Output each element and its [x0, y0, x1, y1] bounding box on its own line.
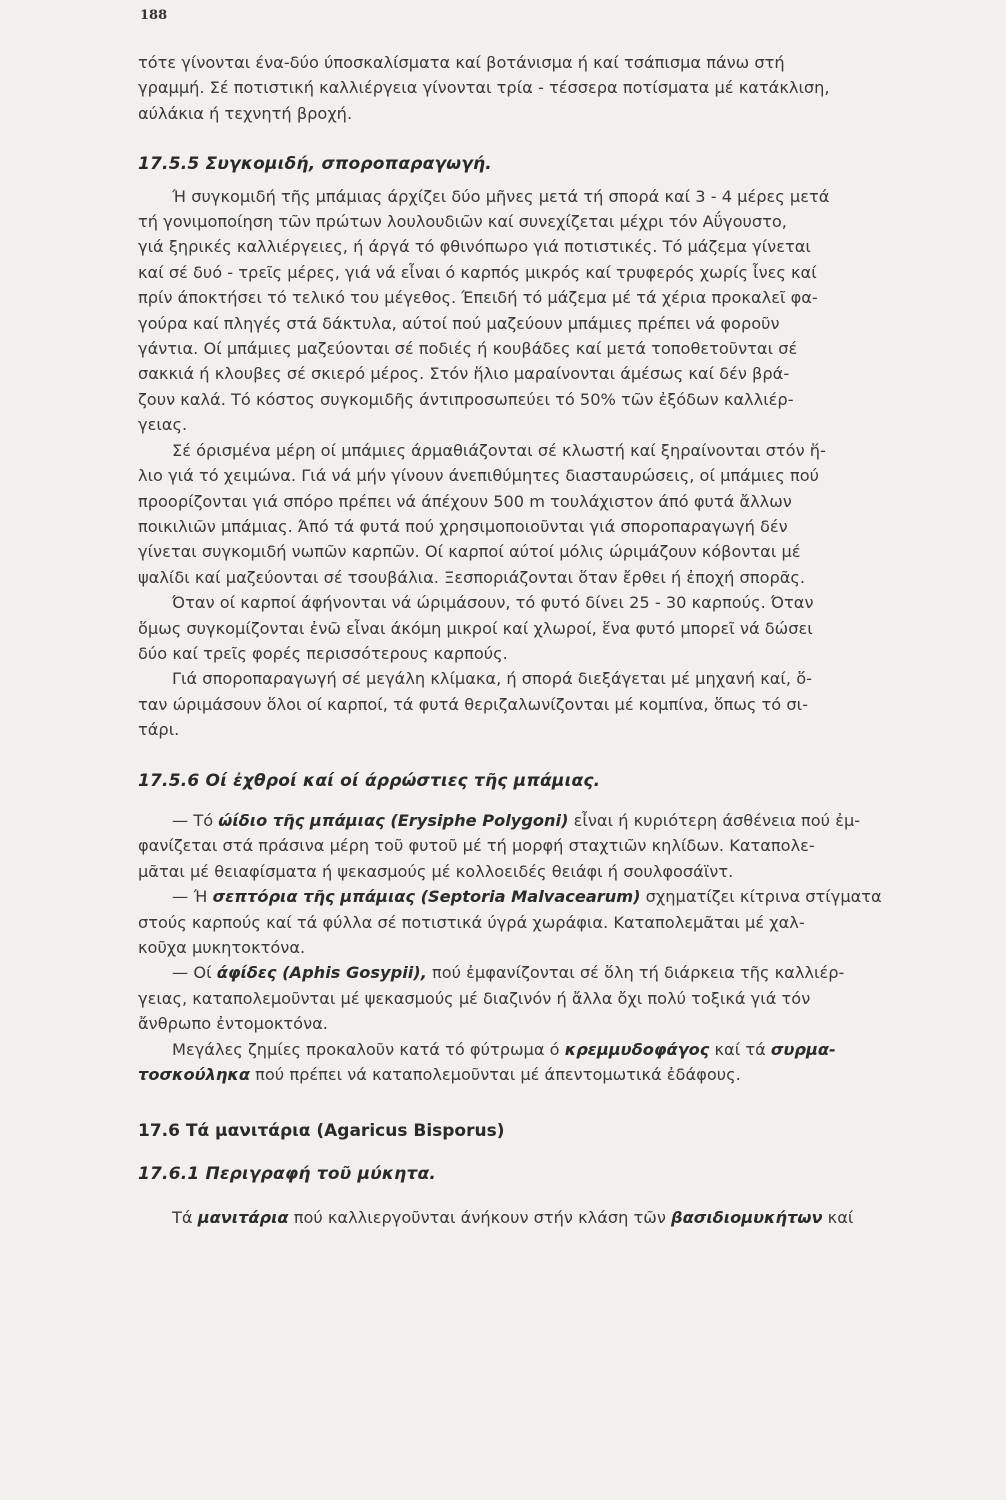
text-line: ταν ώριμάσουν ὅλοι οί καρποί, τά φυτά θεριζαλωνίζονται μέ κομπίνα, ὅπως τό σι- — [138, 694, 808, 714]
text-line: τή γονιμοποίηση τῶν πρώτων λουλουδιῶν καί συνεχίζεται μέχρι τόν Αΰγουστο, — [138, 212, 787, 232]
text-line: ψαλίδι καί μαζεύονται σέ τσουβάλια. Ξεσποριάζονται ὅταν ἔρθει ή ἐποχή σπορᾶς. — [138, 567, 806, 587]
paragraph-septoria — [138, 884, 974, 960]
text-line: φανίζεται στά πράσινα μέρη τοῦ φυτοῦ μέ τή μορφή σταχτιῶν κηλίδων. Καταπολε- — [138, 836, 815, 856]
text-line: λιο γιά τό χειμώνα. Γιά νά μήν γίνουν άνεπιθύμητες διασταυρώσεις, οί μπάμιες πού — [138, 466, 819, 486]
paragraph-intro — [138, 50, 974, 126]
text-line: ἄνθρωπο ἐντομοκτόνα. — [138, 1014, 328, 1034]
section-heading-17-5-5: 17.5.5 Συγκομιδή, σποροπαραγωγή. — [138, 154, 492, 175]
text-line: γραμμή. Σέ ποτιστική καλλιέργεια γίνονται τρία - τέσσερα ποτίσματα μέ κατάκλιση, — [138, 78, 830, 98]
text-line: Όταν οί καρποί άφήνονται νά ώριμάσουν, τό φυτό δίνει 25 - 30 καρπούς. Όταν — [172, 593, 814, 613]
text-line: γάντια. Οί μπάμιες μαζεύονται σέ ποδιές ή κουβάδες καί μετά τοποθετοῦνται σέ — [138, 339, 798, 359]
text-line: γίνεται συγκομιδή νωπῶν καρπῶν. Οί καρποί αύτοί μόλις ώριμάζουν κόβονται μέ — [138, 542, 801, 562]
term-oidium: ώίδιο τῆς μπάμιας (Erysiphe Polygoni) — [218, 810, 569, 830]
text-line: γιά ξηρικές καλλιέργειες, ή άργά τό φθινόπωρο γιά ποτιστικές. Τό μάζεμα γίνεται — [138, 237, 811, 257]
text-line: καί σέ δυό - τρεῖς μέρες, γιά νά εἶναι ό καρπός μικρός καί τρυφερός χωρίς ἶνες καί — [138, 262, 817, 282]
paragraph-harvest — [138, 184, 974, 438]
text-line: — Οί άφίδες (Aphis Gosypii), πού ἐμφανίζονται σέ ὅλη τή διάρκεια τῆς καλλιέρ- — [172, 963, 845, 983]
text-line: Γιά σποροπαραγωγή σέ μεγάλη κλίμακα, ή σπορά διεξάγεται μέ μηχανή καί, ὅ- — [172, 669, 812, 689]
paragraph-large-scale — [138, 666, 974, 742]
text-line: γειας. — [138, 415, 188, 435]
text-line: Τά μανιτάρια πού καλλιεργοῦνται άνήκουν στήν κλάση τῶν βασιδιομυκήτων καί — [172, 1208, 854, 1228]
section-heading-17-6-1: 17.6.1 Περιγραφή τοῦ μύκητα. — [138, 1163, 437, 1184]
text-line: ποικιλιῶν μπάμιας. Άπό τά φυτά πού χρησιμοποιοῦνται γιά σποροπαραγωγή δέν — [138, 516, 788, 536]
text-line: γειας, καταπολεμοῦνται μέ ψεκασμούς μέ διαζινόν ή ἄλλα ὄχι πολύ τοξικά γιά τόν — [138, 988, 811, 1008]
text-line: σακκιά ή κλουβες σέ σκιερό μέρος. Στόν ἥλιο μαραίνονται άμέσως καί δέν βρά- — [138, 364, 790, 384]
text-line: πρίν άποκτήσει τό τελικό του μέγεθος. Έπειδή τό μάζεμα μέ τά χέρια προκαλεῖ φα- — [138, 288, 818, 308]
text-line: ὅμως συγκομίζονται ἐνῶ εἶναι άκόμη μικροί καί χλωροί, ἕνα φυτό μπορεῖ νά δώσει — [138, 618, 813, 638]
paragraph-oidium — [138, 808, 974, 884]
page-number: 188 — [140, 8, 168, 23]
text-line: ζουν καλά. Τό κόστος συγκομιδῆς άντιπροσωπεύει τό 50% τῶν ἐξόδων καλλιέρ- — [138, 389, 794, 409]
text-line: Σέ όρισμένα μέρη οί μπάμιες άρμαθιάζονται σέ κλωστή καί ξηραίνονται στόν ἥ- — [172, 440, 826, 460]
page-body — [138, 50, 974, 1231]
text-line: προορίζονται γιά σπόρο πρέπει νά άπέχουν 500 m τουλάχιστον άπό φυτά ἄλλων — [138, 491, 792, 511]
term-vasidiomykites: βασιδιομυκήτων — [671, 1208, 823, 1228]
section-heading-17-5-6: 17.5.6 Οί ἐχθροί καί οί άρρώστιες τῆς μπάμιας. — [138, 770, 601, 791]
term-manitaria: μανιτάρια — [197, 1208, 289, 1228]
text-line: δύο καί τρεῖς φορές περισσότερους καρπούς. — [138, 643, 508, 663]
paragraph-pests — [138, 1037, 974, 1088]
paragraph-aphids — [138, 960, 974, 1036]
term-aphids: άφίδες (Aphis Gosypii), — [216, 963, 427, 983]
text-line: μᾶται μέ θειαφίσματα ή ψεκασμούς μέ κολλοειδές θειάφι ή σουλφοσάϊντ. — [138, 861, 734, 881]
section-heading-17-6: 17.6 Τά μανιτάρια (Agaricus Bisporus) — [138, 1121, 505, 1142]
paragraph-mushrooms — [138, 1205, 974, 1230]
paragraph-yield — [138, 590, 974, 666]
text-line: τάρι. — [138, 720, 180, 740]
text-line: τότε γίνονται ένα-δύο ύποσκαλίσματα καί βοτάνισμα ή καί τσάπισμα πάνω στή — [138, 53, 785, 72]
text-line: στούς καρπούς καί τά φύλλα σέ ποτιστικά ύγρά χωράφια. Καταπολεμᾶται μέ χαλ- — [138, 912, 805, 932]
term-syrmatoskoulika: συρμα- — [770, 1039, 836, 1059]
term-septoria: σεπτόρια τῆς μπάμιας (Septoria Malvacearum) — [212, 887, 641, 907]
text-line: Μεγάλες ζημίες προκαλοῦν κατά τό φύτρωμα ό κρεμμυδοφάγος καί τά συρμα- — [172, 1039, 836, 1059]
text-line: — Ή σεπτόρια τῆς μπάμιας (Septoria Malvacearum) σχηματίζει κίτρινα στίγματα — [172, 887, 882, 907]
text-line: — Τό ώίδιο τῆς μπάμιας (Erysiphe Polygoni) εἶναι ή κυριότερη άσθένεια πού ἐμ- — [172, 810, 861, 830]
text-line: κοῦχα μυκητοκτόνα. — [138, 938, 306, 957]
text-line: γούρα καί πληγές στά δάκτυλα, αύτοί πού μαζεύουν μπάμιες πρέπει νά φοροῦν — [138, 313, 780, 333]
term-kremmydofagos: κρεμμυδοφάγος — [564, 1039, 710, 1059]
text-line: αύλάκια ή τεχνητή βροχή. — [138, 103, 353, 123]
text-line: Ή συγκομιδή τῆς μπάμιας άρχίζει δύο μῆνες μετά τή σπορά καί 3 - 4 μέρες μετά — [172, 186, 830, 206]
text-line: τοσκούληκα πού πρέπει νά καταπολεμοῦνται μέ άπεντομωτικά ἐδάφους. — [138, 1065, 741, 1085]
paragraph-drying — [138, 438, 974, 590]
